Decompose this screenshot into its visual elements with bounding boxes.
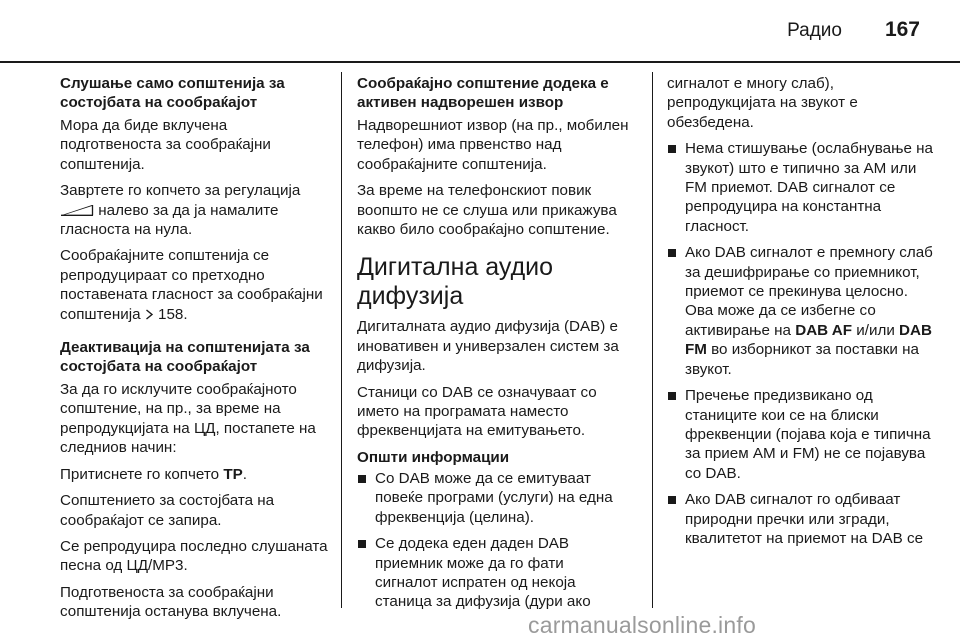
paragraph: За време на телефонскиот повик воопшто не се слуша или прикажува какво било сообраќајно сопштение.	[357, 182, 617, 239]
subheading-general-info: Општи информации	[357, 448, 510, 466]
paragraph: Мора да биде вклучена подготвеноста за сообраќајни сопштенија.	[60, 117, 271, 173]
subheading-external-source: Сообраќајно сопштение додека е активен надворешен извор	[357, 75, 609, 111]
section-heading-dab: Дигитална аудио дифузија	[357, 253, 554, 311]
bullet-list	[667, 74, 935, 548]
text: Ако DAB сигналот е премногу слаб за дешифрирање со приемникот, приемот се прекинува целосно. Ова може да се избегне со активирање на	[685, 244, 933, 339]
paragraph: Сопштението за состојбата на сообраќајот се запира.	[60, 492, 275, 529]
page-reference[interactable]: 158.	[158, 305, 188, 323]
column-2	[357, 74, 629, 619]
subheading-traffic-only: Слушање само сопштенија за состојбата на сообраќајот	[60, 75, 285, 111]
column-divider-1	[341, 72, 342, 608]
list-item: Нема стишување (ослабнување на звукот) што е типично за АМ или FM приемот. DAB сигналот се репродуцира на константна гласност.	[667, 139, 935, 236]
column-1	[60, 74, 330, 629]
column-divider-2	[652, 72, 653, 608]
text: Притиснете го копчето	[60, 465, 220, 483]
paragraph: За да го исклучите сообраќајното сопштение, на пр., за време на репродукцијата на ЦД, постапете на следниов начин:	[60, 381, 316, 457]
tp-button-label: TP	[223, 465, 243, 483]
dab-fm-label: DAB FM	[685, 321, 932, 359]
paragraph: Подготвеноста за сообраќајни сопштенија останува вклучена.	[60, 583, 282, 621]
dab-af-label: DAB AF	[795, 321, 853, 339]
list-item: Со DAB може да се емитуваат повеќе програми (услуги) на една фреквенција (целина).	[357, 469, 629, 527]
paragraph: Дигиталната аудио дифузија (DAB) е иновативен и универзален систем за дифузија.	[357, 318, 619, 375]
subheading-deactivation: Деактивација на сопштенијата за состојбата на сообраќајот	[60, 339, 310, 376]
volume-knob-icon	[60, 202, 94, 214]
list-item-continued: сигналот е многу слаб), репродукцијата на звукот е обезбедена.	[667, 75, 858, 131]
watermark: carmanualsonline.info	[528, 612, 756, 638]
page-number: 167	[884, 18, 920, 41]
text: Сообраќајните сопштенија се репродуцираат со претходно поставената гласност за сообраќајни сопштенија	[60, 247, 323, 323]
text: Завртете го копчето за регулација	[60, 182, 301, 200]
list-item: Пречење предизвикано од станиците кои се на блиски фреквенции (појава која е типична за прием AM и FM) не се појавува со DAB.	[667, 386, 935, 483]
section-title: Радио	[787, 20, 842, 41]
paragraph: Се репродуцира последно слушаната песна од ЦД/MP3.	[60, 537, 328, 575]
text: и/или	[852, 321, 900, 339]
paragraph: Станици со DAB се означуваат со името на програмата наместо фреквенцијата на емитувањето.	[357, 383, 597, 440]
list-item: Се додека еден даден DAB приемник може да го фати сигналот испратен од некоја станица за дифузија (дури ако	[357, 534, 629, 612]
bullet-list	[357, 469, 629, 612]
header-rule	[0, 61, 960, 63]
text: во изборникот за поставки на звукот.	[685, 341, 919, 378]
paragraph-press-tp	[60, 465, 330, 484]
column-3	[667, 74, 935, 555]
paragraph-volume	[60, 181, 330, 239]
text: .	[242, 465, 247, 483]
page-ref-arrow-icon	[145, 306, 154, 317]
list-item	[667, 243, 935, 379]
paragraph: Надворешниот извор (на пр., мобилен телефон) има првенство над сообраќајните сопштенија.	[357, 117, 629, 173]
paragraph-volume-preset	[60, 246, 330, 324]
text: налево за да ја намалите гласноста на нула.	[60, 201, 279, 239]
list-item: Ако DAB сигналот го одбиваат природни пречки или згради, квалитетот на приемот на DAB се	[667, 490, 935, 548]
page-header	[0, 0, 960, 62]
